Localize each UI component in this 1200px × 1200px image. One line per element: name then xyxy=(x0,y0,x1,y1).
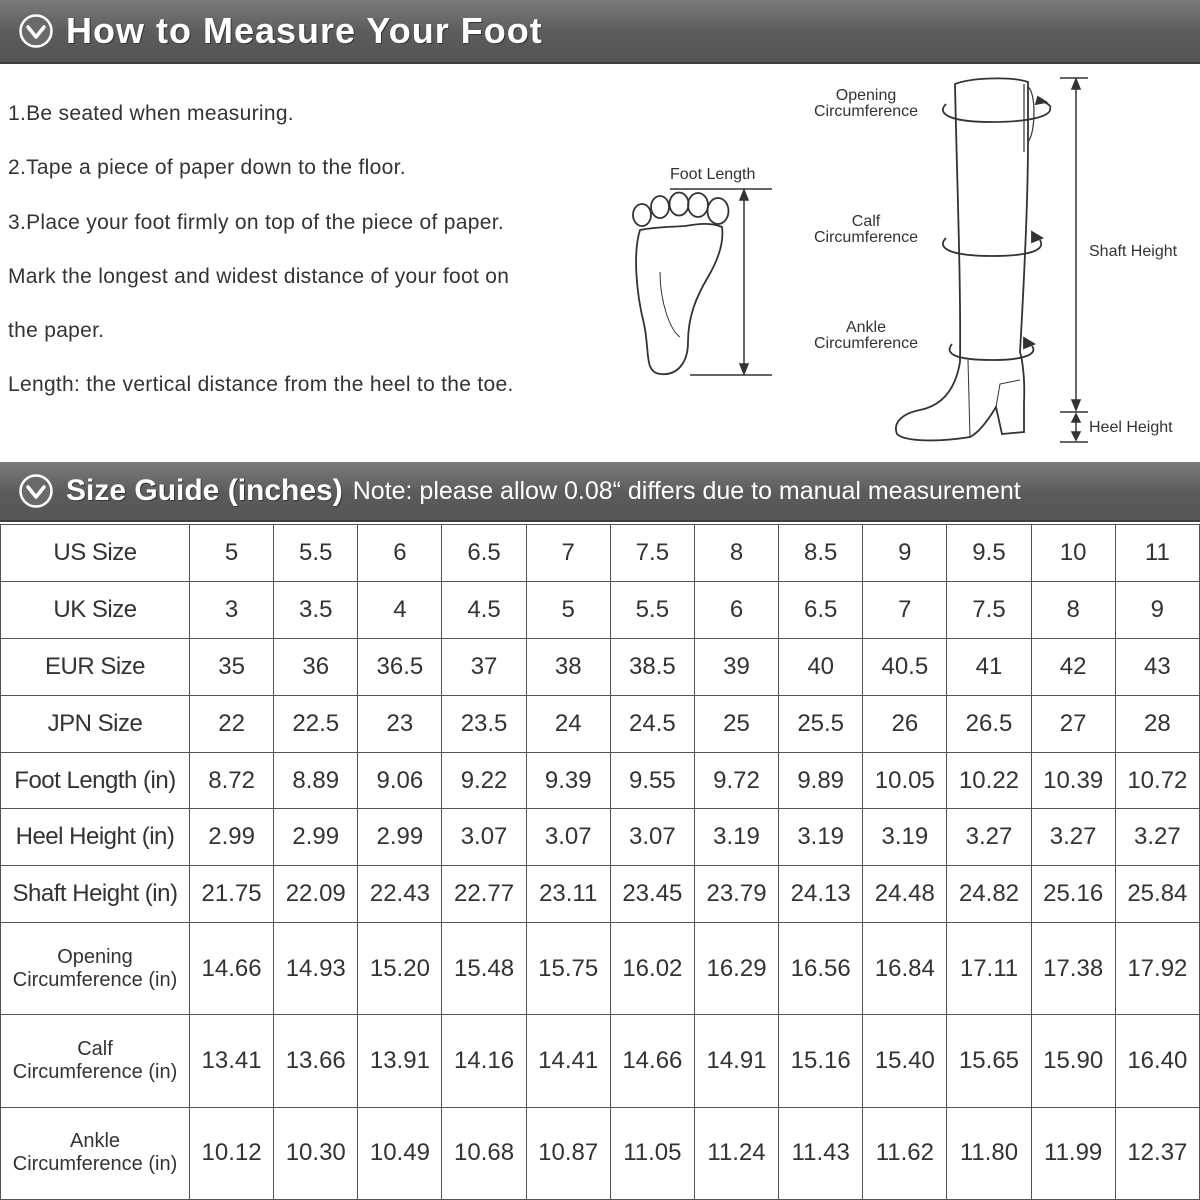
table-cell: 13.66 xyxy=(274,1015,358,1107)
table-cell: 7 xyxy=(526,525,610,582)
table-cell: 14.91 xyxy=(694,1015,778,1107)
table-cell: 36.5 xyxy=(358,638,442,695)
table-cell: 6 xyxy=(358,525,442,582)
table-cell: 10.87 xyxy=(526,1107,610,1199)
table-cell: 2.99 xyxy=(274,809,358,866)
table-cell: 15.65 xyxy=(947,1015,1031,1107)
table-cell: 17.92 xyxy=(1115,923,1199,1015)
row-header: Ankle Circumference (in) xyxy=(1,1107,190,1199)
table-cell: 7.5 xyxy=(947,581,1031,638)
table-cell: 15.20 xyxy=(358,923,442,1015)
table-cell: 5.5 xyxy=(610,581,694,638)
table-cell: 7.5 xyxy=(610,525,694,582)
table-row xyxy=(1,638,1200,695)
table-cell: 2.99 xyxy=(358,809,442,866)
row-header: Shaft Height (in) xyxy=(1,866,190,923)
table-cell: 17.38 xyxy=(1031,923,1115,1015)
table-cell: 24 xyxy=(526,695,610,752)
table-row xyxy=(1,1107,1200,1199)
table-cell: 16.40 xyxy=(1115,1015,1199,1107)
table-cell: 41 xyxy=(947,638,1031,695)
size-guide-title: Size Guide (inches) xyxy=(66,474,343,507)
table-cell: 24.82 xyxy=(947,866,1031,923)
table-cell: 6 xyxy=(694,581,778,638)
instruction-line: 2.Tape a piece of paper down to the floor. xyxy=(8,156,406,180)
instruction-line: 3.Place your foot firmly on top of the piece of paper. xyxy=(8,210,504,234)
table-cell: 10.22 xyxy=(947,752,1031,809)
heel-height-label: Heel Height xyxy=(1089,419,1173,436)
row-header: UK Size xyxy=(1,581,190,638)
table-cell: 12.37 xyxy=(1115,1107,1199,1199)
table-cell: 11.62 xyxy=(863,1107,947,1199)
table-cell: 22.09 xyxy=(274,866,358,923)
table-cell: 24.5 xyxy=(610,695,694,752)
table-cell: 7 xyxy=(863,581,947,638)
table-cell: 4 xyxy=(358,581,442,638)
table-cell: 37 xyxy=(442,638,526,695)
table-cell: 9.5 xyxy=(947,525,1031,582)
table-cell: 40.5 xyxy=(863,638,947,695)
table-cell: 8 xyxy=(694,525,778,582)
table-cell: 9.06 xyxy=(358,752,442,809)
table-cell: 11.80 xyxy=(947,1107,1031,1199)
table-row xyxy=(1,809,1200,866)
table-cell: 23.45 xyxy=(610,866,694,923)
ankle-label: Ankle Circumference xyxy=(813,319,919,352)
row-header: Calf Circumference (in) xyxy=(1,1015,190,1107)
foot-length-label: Foot Length xyxy=(670,166,756,183)
table-cell: 22.5 xyxy=(274,695,358,752)
table-cell: 9.89 xyxy=(779,752,863,809)
table-cell: 3.19 xyxy=(694,809,778,866)
table-cell: 13.41 xyxy=(190,1015,274,1107)
instruction-line: the paper. xyxy=(8,319,105,343)
table-cell: 9.72 xyxy=(694,752,778,809)
table-cell: 11 xyxy=(1115,525,1199,582)
table-cell: 24.13 xyxy=(779,866,863,923)
table-cell: 9.55 xyxy=(610,752,694,809)
table-cell: 9.22 xyxy=(442,752,526,809)
table-cell: 6.5 xyxy=(779,581,863,638)
table-cell: 23.11 xyxy=(526,866,610,923)
table-cell: 15.16 xyxy=(779,1015,863,1107)
table-cell: 10.72 xyxy=(1115,752,1199,809)
table-cell: 43 xyxy=(1115,638,1199,695)
table-cell: 8.89 xyxy=(274,752,358,809)
table-cell: 10 xyxy=(1031,525,1115,582)
table-cell: 42 xyxy=(1031,638,1115,695)
instruction-line: Length: the vertical distance from the heel to the toe. xyxy=(8,373,514,397)
table-cell: 25.5 xyxy=(779,695,863,752)
table-cell: 10.05 xyxy=(863,752,947,809)
table-cell: 3.07 xyxy=(526,809,610,866)
shaft-height-arrow xyxy=(1060,78,1088,412)
opening-label: Opening Circumference xyxy=(813,87,919,120)
table-cell: 10.68 xyxy=(442,1107,526,1199)
table-row xyxy=(1,1015,1200,1107)
size-guide-note: Note: please allow 0.08“ differs due to manual measurement xyxy=(352,476,1021,505)
size-guide-banner xyxy=(0,462,1200,522)
table-cell: 5 xyxy=(526,581,610,638)
table-cell: 26.5 xyxy=(947,695,1031,752)
table-cell: 16.29 xyxy=(694,923,778,1015)
table-cell: 9.39 xyxy=(526,752,610,809)
table-cell: 8.5 xyxy=(779,525,863,582)
table-cell: 22.43 xyxy=(358,866,442,923)
knee-boot-outline-icon xyxy=(896,78,1034,440)
table-row xyxy=(1,581,1200,638)
table-cell: 22.77 xyxy=(442,866,526,923)
table-cell: 3.27 xyxy=(947,809,1031,866)
table-cell: 23 xyxy=(358,695,442,752)
table-cell: 15.48 xyxy=(442,923,526,1015)
table-cell: 27 xyxy=(1031,695,1115,752)
instruction-line: 1.Be seated when measuring. xyxy=(8,102,294,125)
table-cell: 15.75 xyxy=(526,923,610,1015)
table-cell: 5 xyxy=(190,525,274,582)
table-cell: 11.24 xyxy=(694,1107,778,1199)
row-header: Opening Circumference (in) xyxy=(1,923,190,1015)
table-cell: 14.41 xyxy=(526,1015,610,1107)
table-cell: 3.27 xyxy=(1031,809,1115,866)
chevron-down-circle-icon xyxy=(18,473,54,509)
table-cell: 3.27 xyxy=(1115,809,1199,866)
measurement-diagram xyxy=(600,62,1200,462)
table-cell: 23.79 xyxy=(694,866,778,923)
table-cell: 10.39 xyxy=(1031,752,1115,809)
row-header: EUR Size xyxy=(1,638,190,695)
table-cell: 5.5 xyxy=(274,525,358,582)
table-cell: 11.05 xyxy=(610,1107,694,1199)
heel-height-arrow xyxy=(1060,414,1088,442)
table-cell: 4.5 xyxy=(442,581,526,638)
table-cell: 10.30 xyxy=(274,1107,358,1199)
table-cell: 16.56 xyxy=(779,923,863,1015)
table-row xyxy=(1,752,1200,809)
table-cell: 3.19 xyxy=(779,809,863,866)
table-cell: 6.5 xyxy=(442,525,526,582)
table-cell: 25.16 xyxy=(1031,866,1115,923)
table-cell: 22 xyxy=(190,695,274,752)
table-cell: 9 xyxy=(1115,581,1199,638)
table-cell: 3.19 xyxy=(863,809,947,866)
table-cell: 10.12 xyxy=(190,1107,274,1199)
table-cell: 15.90 xyxy=(1031,1015,1115,1107)
table-cell: 36 xyxy=(274,638,358,695)
table-cell: 14.66 xyxy=(190,923,274,1015)
table-cell: 3.07 xyxy=(442,809,526,866)
size-table xyxy=(0,524,1200,1200)
measure-title: How to Measure Your Foot xyxy=(66,10,543,51)
table-row xyxy=(1,923,1200,1015)
table-cell: 11.99 xyxy=(1031,1107,1115,1199)
row-header: Foot Length (in) xyxy=(1,752,190,809)
table-cell: 16.84 xyxy=(863,923,947,1015)
table-cell: 10.49 xyxy=(358,1107,442,1199)
table-cell: 38.5 xyxy=(610,638,694,695)
table-cell: 15.40 xyxy=(863,1015,947,1107)
calf-label: Calf Circumference xyxy=(813,213,919,246)
foot-length-arrow xyxy=(670,189,772,375)
table-cell: 8 xyxy=(1031,581,1115,638)
shaft-height-label: Shaft Height xyxy=(1089,243,1178,260)
table-cell: 14.16 xyxy=(442,1015,526,1107)
table-cell: 14.66 xyxy=(610,1015,694,1107)
table-row xyxy=(1,695,1200,752)
table-cell: 9 xyxy=(863,525,947,582)
table-cell: 14.93 xyxy=(274,923,358,1015)
table-row xyxy=(1,525,1200,582)
table-cell: 25 xyxy=(694,695,778,752)
measure-instructions xyxy=(8,92,608,418)
table-cell: 26 xyxy=(863,695,947,752)
table-cell: 3 xyxy=(190,581,274,638)
table-cell: 24.48 xyxy=(863,866,947,923)
table-cell: 16.02 xyxy=(610,923,694,1015)
measure-banner xyxy=(0,0,1200,64)
table-cell: 8.72 xyxy=(190,752,274,809)
table-cell: 3.5 xyxy=(274,581,358,638)
calf-ring xyxy=(943,232,1042,256)
row-header: Heel Height (in) xyxy=(1,809,190,866)
table-cell: 35 xyxy=(190,638,274,695)
table-cell: 40 xyxy=(779,638,863,695)
table-cell: 13.91 xyxy=(358,1015,442,1107)
chevron-down-circle-icon xyxy=(18,13,54,49)
foot-outline-icon xyxy=(633,193,729,375)
table-cell: 23.5 xyxy=(442,695,526,752)
row-header: JPN Size xyxy=(1,695,190,752)
table-cell: 17.11 xyxy=(947,923,1031,1015)
table-cell: 2.99 xyxy=(190,809,274,866)
row-header: US Size xyxy=(1,525,190,582)
table-cell: 21.75 xyxy=(190,866,274,923)
table-cell: 28 xyxy=(1115,695,1199,752)
table-row xyxy=(1,866,1200,923)
table-cell: 25.84 xyxy=(1115,866,1199,923)
table-cell: 3.07 xyxy=(610,809,694,866)
table-cell: 38 xyxy=(526,638,610,695)
table-cell: 11.43 xyxy=(779,1107,863,1199)
instruction-line: Mark the longest and widest distance of your foot on xyxy=(8,264,510,288)
table-cell: 39 xyxy=(694,638,778,695)
